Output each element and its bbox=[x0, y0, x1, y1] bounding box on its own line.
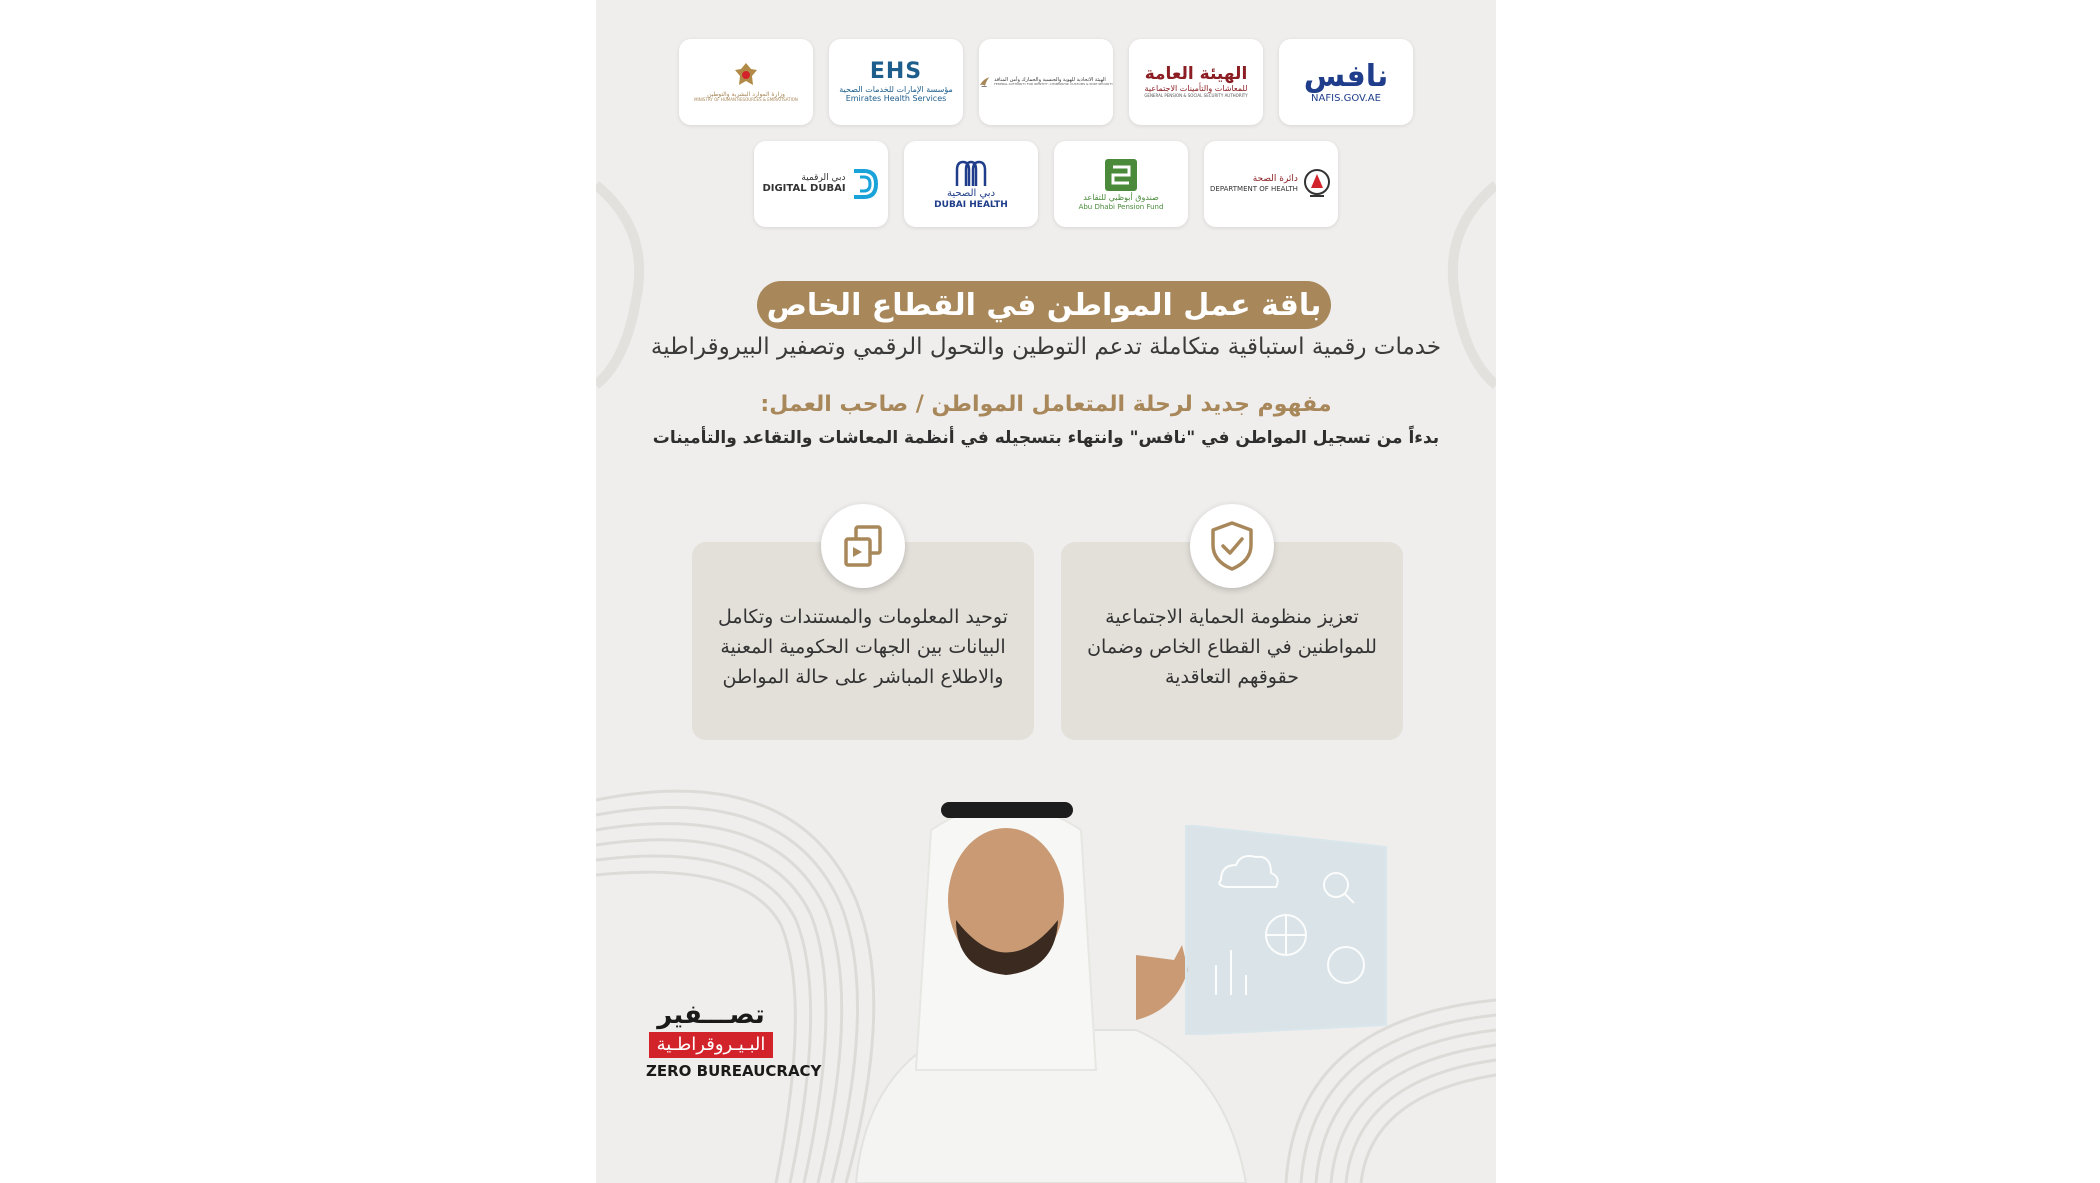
abu-dhabi-emblem-icon bbox=[1302, 166, 1332, 202]
dubai-health-logo-en: DUBAI HEALTH bbox=[934, 199, 1008, 210]
falcon-icon bbox=[979, 67, 990, 97]
logo-mohre bbox=[679, 39, 813, 125]
concept-description: بدءاً من تسجيل المواطن في "نافس" وانتهاء بتسجيله في أنظمة المعاشات والتقاعد والتأمينات bbox=[652, 428, 1440, 448]
logo-pension-authority bbox=[1129, 39, 1263, 125]
nafis-logo-mark: نافس bbox=[1303, 58, 1389, 94]
zero-bureaucracy-ar-line2: البـيـروقراطـية bbox=[649, 1032, 774, 1058]
zero-bureaucracy-logo bbox=[646, 1000, 822, 1080]
doh-logo-en: DEPARTMENT OF HEALTH bbox=[1210, 185, 1298, 194]
zero-bureaucracy-en: ZERO BUREAUCRACY bbox=[646, 1062, 822, 1080]
pension-fund-icon bbox=[1103, 157, 1139, 193]
digital-dubai-icon bbox=[850, 167, 880, 201]
shield-check-icon-circle bbox=[1190, 504, 1274, 588]
logo-department-of-health bbox=[1204, 141, 1338, 227]
documents-icon bbox=[838, 521, 888, 571]
adpf-logo-en: Abu Dhabi Pension Fund bbox=[1078, 202, 1164, 211]
feature-card-text: توحيد المعلومات والمستندات وتكامل البيانات بين الجهات الحكومية المعنية والاطلاع المباشر على حالة المواطن bbox=[718, 606, 1008, 688]
ehs-logo-en: Emirates Health Services bbox=[845, 94, 947, 104]
logo-icp bbox=[979, 39, 1113, 125]
dubai-health-logo-ar: دبي الصحية bbox=[946, 187, 996, 199]
ehs-logo-mark: EHS bbox=[869, 59, 923, 85]
page-title: باقة عمل المواطن في القطاع الخاص bbox=[757, 281, 1331, 329]
shield-check-icon bbox=[1207, 519, 1257, 573]
logo-dubai-health bbox=[904, 141, 1038, 227]
zero-bureaucracy-ar-line1: تصـــفير bbox=[657, 1000, 765, 1030]
pension-logo-en: GENERAL PENSION & SOCIAL SECURITY AUTHORITY bbox=[1144, 92, 1248, 98]
documents-icon-circle bbox=[821, 504, 905, 588]
logo-digital-dubai bbox=[754, 141, 888, 227]
feature-card-text: تعزيز منظومة الحماية الاجتماعية للمواطنين في القطاع الخاص وضمان حقوقهم التعاقدية bbox=[1087, 606, 1377, 688]
uae-emblem-icon bbox=[733, 61, 759, 91]
ehs-logo-ar: مؤسسة الإمارات للخدمات الصحية bbox=[839, 84, 953, 94]
concept-heading: مفهوم جديد لرحلة المتعامل المواطن / صاحب العمل: bbox=[760, 392, 1332, 417]
mohre-logo-en: MINISTRY OF HUMAN RESOURCES & EMIRATISATION bbox=[694, 97, 798, 103]
doh-logo-ar: دائرة الصحة bbox=[1252, 174, 1298, 185]
poster bbox=[596, 0, 1496, 1183]
digital-dubai-logo-en: DIGITAL DUBAI bbox=[762, 183, 846, 195]
icp-logo-ar: الهيئة الاتحادية للهوية والجنسية والجمارك وأمن المنافذ bbox=[994, 77, 1106, 84]
logo-abu-dhabi-pension-fund bbox=[1054, 141, 1188, 227]
mohre-logo-ar: وزارة الموارد البشرية والتوطين bbox=[707, 91, 785, 98]
page-subtitle: خدمات رقمية استباقية متكاملة تدعم التوطين والتحول الرقمي وتصفير البيروقراطية bbox=[650, 334, 1442, 360]
adpf-logo-ar: صندوق أبوظبي للتقاعد bbox=[1083, 193, 1159, 202]
digital-dubai-logo-ar: دبي الرقمية bbox=[801, 172, 846, 183]
pension-logo-mark: الهيئة العامة bbox=[1144, 64, 1248, 85]
icp-logo-en: FEDERAL AUTHORITY FOR IDENTITY, CITIZENSHIP, CUSTOMS & PORT SECURITY bbox=[994, 82, 1113, 87]
holographic-screen bbox=[1176, 825, 1396, 1035]
logo-ehs bbox=[829, 39, 963, 125]
logo-nafis bbox=[1279, 39, 1413, 125]
pension-logo-ar: للمعاشات والتأمينات الاجتماعية bbox=[1144, 84, 1248, 94]
nafis-logo-url: NAFIS.GOV.AE bbox=[1311, 92, 1381, 104]
dubai-health-icon bbox=[954, 158, 988, 188]
